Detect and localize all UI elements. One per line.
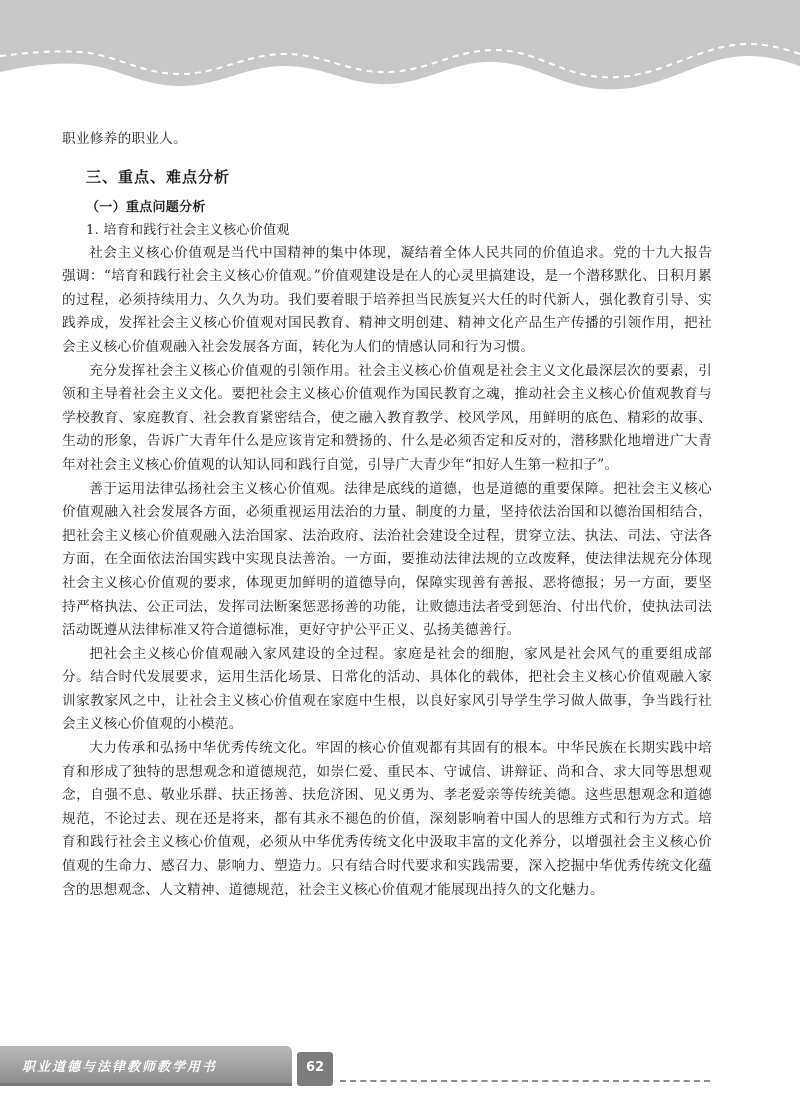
body-paragraph: 充分发挥社会主义核心价值观的引领作用。社会主义核心价值观是社会主义文化最深层次的要素，引领和主导着社会主义文化。要把社会主义核心价值观作为国民教育之魂，推动社会主义核心价值观教育与学校教育、家庭教育、社会教育紧密结合，使之融入教育教学、校风学风，用鲜明的底色、精彩的故事、生动的形象，告诉广大青年什么是应该肯定和赞扬的、什么是必须否定和反对的，潜移默化地增进广大青年对社会主义核心价值观的认知认同和践行自觉，引导广大青少年“扣好人生第一粒扣子”。 — [62, 362, 712, 473]
body-paragraph: 善于运用法律弘扬社会主义核心价值观。法律是底线的道德，也是道德的重要保障。把社会主义核心价值观融入社会发展各方面，必须重视运用法治的力量、制度的力量，坚持依法治国和以德治国相结合，把社会主义核心价值观融入法治国家、法治政府、法治社会建设全过程，贯穿立法、执法、司法、守法各方面，在全面依法治国实践中实现良法善治。一方面，要推动法律法规的立改废释，使法律法规充分体现社会主义核心价值观的要求，体现更加鲜明的道德导向，保障实现善有善报、恶将德报；另一方面，要坚持严格执法、公正司法，发挥司法断案惩恶扬善的功能，让败德违法者受到惩治、付出代价，使执法司法活动既遵从法律标准又符合道德标准，更好守护公平正义、弘扬美德善行。 — [62, 480, 712, 639]
footer-title-bar — [0, 1046, 292, 1086]
page-number: 62 — [305, 1060, 325, 1075]
footer-book-title: 职业道德与法律教师教学用书 — [22, 1060, 218, 1075]
body-paragraph: 社会主义核心价值观是当代中国精神的集中体现，凝结着全体人民共同的价值追求。党的十九大报告强调：“培育和践行社会主义核心价值观。”价值观建设是在人的心灵里搞建设，是一个潜移默化、日积月累的过程，必须持续用力、久久为功。我们要着眼于培养担当民族复兴大任的时代新人，强化教育引导、实践养成，发挥社会主义核心价值观对国民教育、精神文明创建、精神文化产品生产传播的引领作用，把社会主义核心价值观融入社会发展各方面，转化为人们的情感认同和行为习惯。 — [62, 244, 712, 355]
section-title: 三、重点、难点分析 — [86, 167, 231, 186]
point-title: 1. 培育和践行社会主义核心价值观 — [86, 222, 290, 238]
footer-dashed-rule — [340, 1080, 710, 1082]
subsection-title: （一）重点问题分析 — [86, 199, 206, 215]
lead-text: 职业修养的职业人。 — [62, 131, 188, 147]
page-footer — [0, 1040, 800, 1117]
body-paragraph: 大力传承和弘扬中华优秀传统文化。牢固的核心价值观都有其固有的根本。中华民族在长期实践中培育和形成了独特的思想观念和道德规范，如崇仁爱、重民本、守诚信、讲辩证、尚和合、求大同等思想观念，自强不息、敬业乐群、扶正扬善、扶危济困、见义勇为、孝老爱亲等传统美德。这些思想观念和道德规范，不论过去、现在还是将来，都有其永不褪色的价值，深刻影响着中国人的思维方式和行为方式。培育和践行社会主义核心价值观，必须从中华优秀传统文化中汲取丰富的文化养分，以增强社会主义核心价值观的生命力、感召力、影响力、塑造力。只有结合时代要求和实践需要，深入挖掘中华优秀传统文化蕴含的思想观念、人文精神、道德规范，社会主义核心价值观才能展现出持久的文化魅力。 — [62, 740, 712, 898]
page-content — [62, 128, 712, 902]
header-wave-banner — [0, 0, 800, 100]
page-number-badge — [297, 1052, 333, 1086]
body-paragraph: 把社会主义核心价值观融入家风建设的全过程。家庭是社会的细胞，家风是社会风气的重要组成部分。结合时代发展要求，运用生活化场景、日常化的活动、具体化的载体，把社会主义核心价值观融入家训家教家风之中，让社会主义核心价值观在家庭中生根，以良好家风引导学生学习做人做事，争当践行社会主义核心价值观的小模范。 — [62, 645, 712, 733]
